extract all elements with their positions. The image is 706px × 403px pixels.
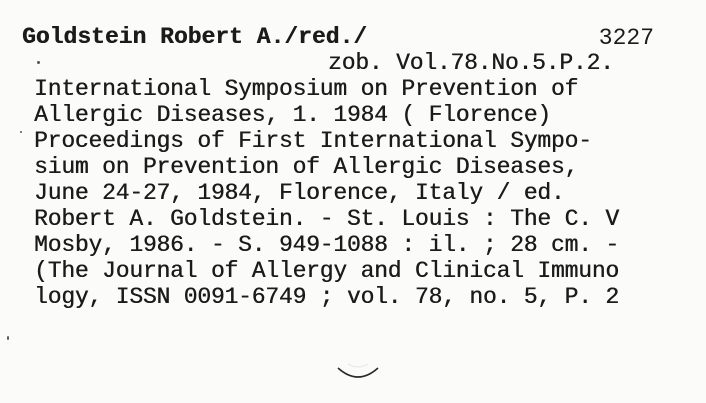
speck-mark bbox=[20, 131, 22, 133]
body-line-1: International Symposium on Prevention of bbox=[34, 76, 579, 102]
body-line-9: logy, ISSN 0091-6749 ; vol. 78, no. 5, P. 2 bbox=[34, 284, 619, 310]
body-line-8: (The Journal of Allergy and Clinical Immuno bbox=[34, 258, 619, 284]
body-line-2: Allergic Diseases, 1. 1984 ( Florence) bbox=[34, 102, 551, 128]
punch-hole-arc bbox=[336, 364, 380, 384]
body-line-5: June 24-27, 1984, Florence, Italy / ed. bbox=[34, 180, 565, 206]
card-heading: Goldstein Robert A./red./ bbox=[22, 24, 368, 50]
speck-mark bbox=[37, 61, 40, 64]
body-line-6: Robert A. Goldstein. - St. Louis : The C. V bbox=[34, 206, 619, 232]
body-line-7: Mosby, 1986. - S. 949-1088 : il. ; 28 cm. - bbox=[34, 232, 619, 258]
call-number: 3227 bbox=[598, 25, 654, 51]
location-note: zob. Vol.78.No.5.P.2. bbox=[328, 50, 614, 76]
speck-mark bbox=[7, 336, 9, 340]
body-line-3: Proceedings of First International Sympo- bbox=[34, 128, 592, 154]
body-line-4: sium on Prevention of Allergic Diseases, bbox=[34, 154, 579, 180]
